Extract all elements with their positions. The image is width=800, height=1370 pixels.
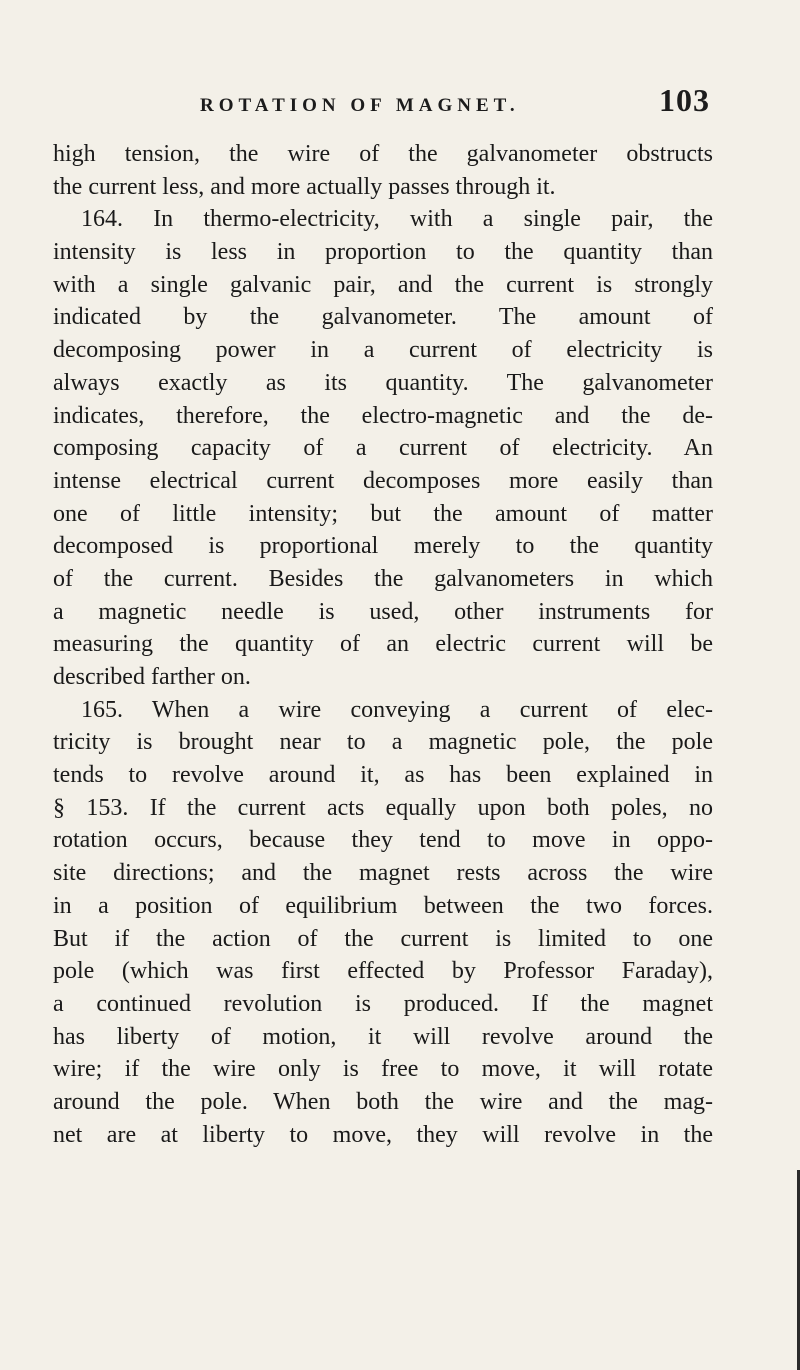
text-line: tricity is brought near to a magnetic pole, the pole [53,729,713,756]
text-line: decomposing power in a current of electricity is [53,337,713,364]
paragraph-164-start: 164. In thermo-electricity, with a single pair, the [81,206,713,233]
text-line: high tension, the wire of the galvanometer obstructs [53,141,713,167]
text-line: described farther on. [53,664,251,690]
text-line: a continued revolution is produced. If the magnet [53,990,713,1017]
text-line: net are at liberty to move, they will revolve in the [53,1121,713,1148]
page-number: 103 [659,82,710,118]
text-line: around the pole. When both the wire and the mag- [53,1088,713,1115]
body-text [53,138,713,1151]
text-line: in a position of equilibrium between the two forces. [53,892,713,919]
text-line: site directions; and the magnet rests across the wire [53,860,713,887]
text-line: pole (which was first effected by Professor Faraday), [53,958,713,985]
text-line: composing capacity of a current of electricity. An [53,435,713,462]
text-line: a magnetic needle is used, other instruments for [53,598,713,625]
text-line: of the current. Besides the galvanometers in which [53,565,713,592]
text-line: tends to revolve around it, as has been explained in [53,762,713,789]
text-line: one of little intensity; but the amount of matter [53,500,713,527]
text-line: intense electrical current decomposes more easily than [53,467,713,494]
paragraph-165-start: 165. When a wire conveying a current of elec- [81,696,713,723]
text-line: wire; if the wire only is free to move, it will rotate [53,1056,713,1083]
text-line: with a single galvanic pair, and the current is strongly [53,271,713,298]
text-line: always exactly as its quantity. The galvanometer [53,369,713,396]
text-line: the current less, and more actually passes through it. [53,173,556,200]
text-line: decomposed is proportional merely to the quantity [53,533,713,560]
text-line: indicated by the galvanometer. The amount of [53,304,713,331]
text-line: rotation occurs, because they tend to move in oppo- [53,827,713,854]
running-head [200,82,710,119]
text-line: But if the action of the current is limited to one [53,925,713,952]
text-line: § 153. If the current acts equally upon both poles, no [53,794,713,821]
text-line: indicates, therefore, the electro-magnetic and the de- [53,402,713,429]
running-title: ROTATION OF MAGNET. [200,95,520,116]
text-line: intensity is less in proportion to the quantity than [53,239,713,266]
text-line: has liberty of motion, it will revolve around the [53,1023,713,1050]
text-line: measuring the quantity of an electric current will be [53,631,713,658]
